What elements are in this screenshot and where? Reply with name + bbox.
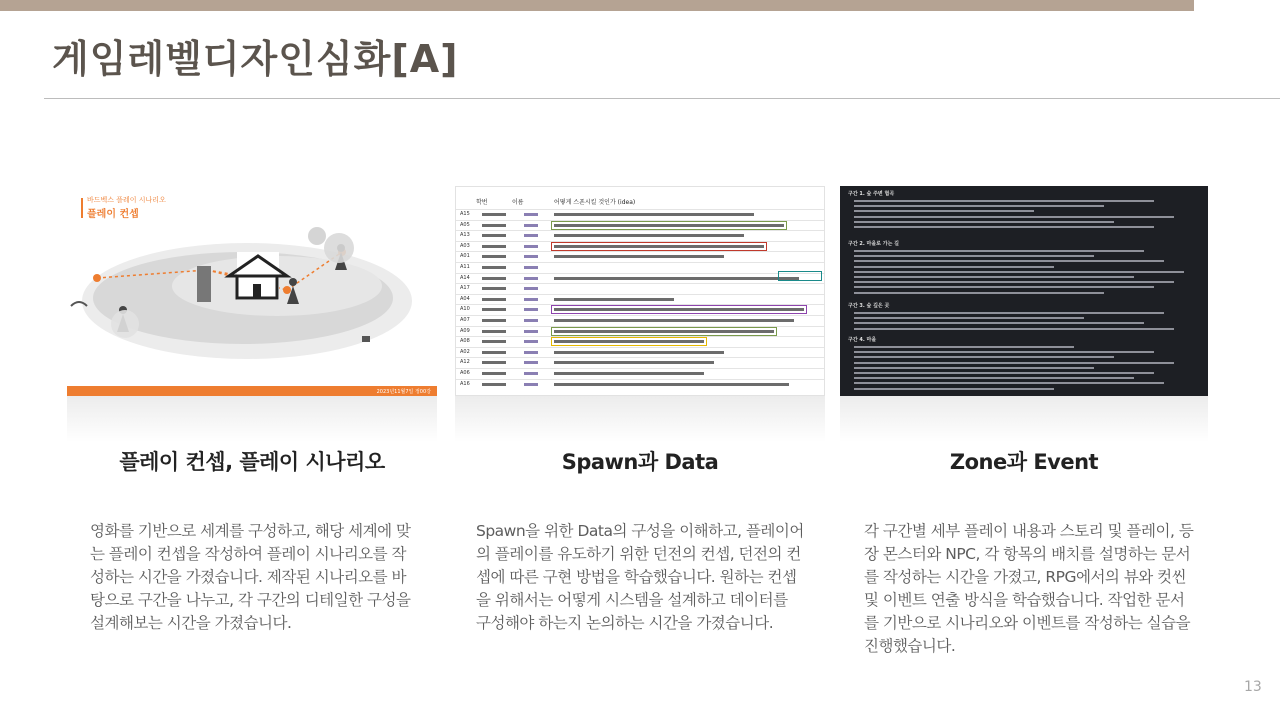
spawn-row-id: A02 <box>460 348 470 355</box>
title-divider <box>44 98 1280 99</box>
spawn-row-student-number <box>482 372 506 375</box>
spawn-data-thumbnail <box>455 186 825 396</box>
spawn-row-idea <box>554 234 744 237</box>
spawn-row-name <box>524 255 538 258</box>
spawn-row-idea <box>554 351 724 354</box>
spawn-row-id: A07 <box>460 317 470 323</box>
concept-footer-date: 2023년11월7일 정00강 <box>376 389 431 395</box>
spawn-row-id: A01 <box>460 253 470 260</box>
column-body-zone: 각 구간별 세부 플레이 내용과 스토리 및 플레이, 등장 몬스터와 NPC, 각 항목의 배치를 설명하는 문서를 작성하는 시간을 가졌고, RPG에서의 뷰와 컷씬 및 이벤트 연출 방식을 학습했습니다. 작업한 문서를 기반으로 시나리오와 이벤트를 작성하는 실습을 진행했습니다. <box>864 522 1194 655</box>
zone-text-line <box>854 317 1084 319</box>
spawn-row-name <box>524 298 538 301</box>
concept-slide-title: 플레이 컨셉 <box>87 209 139 220</box>
spawn-row-name <box>524 372 538 375</box>
spawn-row-idea <box>554 308 804 311</box>
spawn-row-student-number <box>482 224 506 227</box>
spawn-row-student-number <box>482 351 506 354</box>
zone-text-line <box>854 322 1144 324</box>
spawn-table-row <box>456 336 825 345</box>
spawn-row-idea <box>554 213 754 216</box>
column-heading-zone: Zone과 Event <box>949 450 1099 474</box>
zone-text-line <box>854 286 1154 288</box>
spawn-row-student-number <box>482 340 506 343</box>
spawn-row-name <box>524 213 538 216</box>
spawn-table-row <box>456 368 825 377</box>
zone-text-line <box>854 276 1134 278</box>
spawn-row-student-number <box>482 287 506 290</box>
concept-reflection <box>67 396 437 442</box>
spawn-row-idea <box>554 372 704 375</box>
spawn-row-id: A15 <box>460 211 470 217</box>
spawn-row-idea <box>554 319 794 322</box>
spawn-row-idea <box>554 245 764 248</box>
spawn-row-idea <box>554 298 674 301</box>
spawn-row-name <box>524 266 538 269</box>
zone-text-line <box>854 346 1074 348</box>
spawn-row-idea <box>554 255 724 258</box>
zone-text-line <box>854 367 1094 369</box>
spawn-header-id: 학번 <box>476 199 488 206</box>
zone-text-line <box>854 362 1174 364</box>
play-concept-thumbnail <box>67 186 437 396</box>
spawn-row-name <box>524 361 538 364</box>
column-heading-concept: 플레이 컨셉, 플레이 시나리오 <box>119 450 385 474</box>
zone-text-line <box>854 260 1164 262</box>
spawn-row-id: A06 <box>460 370 470 376</box>
spawn-row-id: A03 <box>460 242 470 249</box>
spawn-table-row <box>456 283 825 292</box>
spawn-row-id: A13 <box>460 232 470 239</box>
zone-text-line <box>854 328 1174 330</box>
spawn-row-idea <box>554 277 799 280</box>
spawn-header-name: 이름 <box>512 199 524 206</box>
spawn-row-name <box>524 340 538 343</box>
zone-reflection <box>840 396 1208 442</box>
spawn-row-student-number <box>482 266 506 269</box>
zone-section-heading: 구간 4. 마을 <box>848 337 877 343</box>
zone-text-line <box>854 266 1054 268</box>
page-title: 게임레벨디자인심화[A] <box>52 37 459 81</box>
zone-text-line <box>854 281 1174 283</box>
spawn-table-row <box>456 251 825 260</box>
zone-text-line <box>854 372 1154 374</box>
zone-text-line <box>854 382 1164 384</box>
zone-text-line <box>854 351 1154 353</box>
spawn-table-row <box>456 262 825 271</box>
spawn-row-student-number <box>482 361 506 364</box>
zone-text-line <box>854 210 1034 212</box>
spawn-row-name <box>524 287 538 290</box>
page-number: 13 <box>1244 679 1262 695</box>
spawn-row-id: A12 <box>460 359 470 366</box>
top-accent-bar <box>0 0 1194 11</box>
zone-text-line <box>854 205 1104 207</box>
spawn-table-row <box>456 326 825 335</box>
zone-text-line <box>854 250 1144 252</box>
spawn-row-idea <box>554 340 704 343</box>
spawn-row-name <box>524 308 538 311</box>
spawn-table-row <box>456 220 825 229</box>
spawn-row-name <box>524 383 538 386</box>
zone-text-line <box>854 221 1114 223</box>
spawn-row-name <box>524 224 538 227</box>
spawn-row-id: A14 <box>460 274 470 281</box>
zone-text-line <box>854 271 1184 273</box>
spawn-row-name <box>524 234 538 237</box>
spawn-row-id: A05 <box>460 221 470 228</box>
spawn-row-name <box>524 319 538 322</box>
spawn-row-idea <box>554 330 774 333</box>
zone-text-line <box>854 312 1164 314</box>
zone-text-line <box>854 216 1174 218</box>
spawn-row-name <box>524 277 538 280</box>
zone-text-line <box>854 200 1154 202</box>
spawn-table-row <box>456 357 825 366</box>
spawn-table-row <box>456 209 825 218</box>
column-body-concept: 영화를 기반으로 세계를 구성하고, 해당 세계에 맞는 플레이 컨셉을 작성하여 플레이 시나리오를 작성하는 시간을 가졌습니다. 제작된 시나리오를 바탕으로 구간을 나누고, 각 구간의 디테일한 구성을 설계해보는 시간을 가졌습니다. <box>90 522 411 632</box>
spawn-row-id: A08 <box>460 338 470 345</box>
zone-text-line <box>854 255 1094 257</box>
spawn-row-student-number <box>482 234 506 237</box>
spawn-row-student-number <box>482 213 506 216</box>
concept-map-illustration <box>67 186 437 386</box>
spawn-table-row <box>456 347 825 356</box>
spawn-header-idea: 어떻게 스폰시킬 것인가 (idea) <box>554 199 636 206</box>
spawn-row-student-number <box>482 383 506 386</box>
spawn-row-idea <box>554 361 714 364</box>
zone-text-line <box>854 388 1054 390</box>
spawn-row-id: A04 <box>460 295 470 302</box>
concept-footer-bar <box>67 386 437 396</box>
spawn-row-id: A16 <box>460 380 470 387</box>
column-heading-spawn: Spawn과 Data <box>561 450 719 474</box>
concept-slide-subtitle: 바드벡스 플레이 시나리오 <box>87 196 166 204</box>
zone-section-heading: 구간 3. 숲 깊은 곳 <box>848 303 890 309</box>
spawn-row-id: A17 <box>460 285 470 292</box>
spawn-row-student-number <box>482 330 506 333</box>
spawn-highlight-box <box>778 271 822 281</box>
zone-text-line <box>854 226 1154 228</box>
spawn-table-row <box>456 241 825 250</box>
spawn-row-student-number <box>482 319 506 322</box>
spawn-row-student-number <box>482 298 506 301</box>
spawn-row-student-number <box>482 308 506 311</box>
spawn-table-row <box>456 315 825 324</box>
spawn-table-row <box>456 230 825 239</box>
zone-event-thumbnail <box>840 186 1208 396</box>
spawn-reflection <box>455 396 825 442</box>
spawn-table-row <box>456 379 825 388</box>
spawn-row-idea <box>554 224 784 227</box>
zone-section-heading: 구간 1. 숲 주변 협곡 <box>848 191 895 197</box>
spawn-row-student-number <box>482 245 506 248</box>
zone-text-line <box>854 292 1104 294</box>
spawn-table-row <box>456 273 825 282</box>
spawn-row-id: A09 <box>460 327 470 334</box>
zone-text-line <box>854 377 1134 379</box>
spawn-row-student-number <box>482 255 506 258</box>
spawn-row-id: A10 <box>460 306 470 313</box>
zone-section-heading: 구간 2. 마을로 가는 길 <box>848 241 899 247</box>
spawn-row-idea <box>554 383 789 386</box>
spawn-table-row <box>456 294 825 303</box>
spawn-table-row <box>456 304 825 313</box>
spawn-row-id: A11 <box>460 264 470 270</box>
spawn-row-name <box>524 330 538 333</box>
column-body-spawn: Spawn을 위한 Data의 구성을 이해하고, 플레이어의 플레이를 유도하기 위한 던전의 컨셉, 던전의 컨셉에 따른 구현 방법을 학습했습니다. 원하는 컨셉을 위해서는 어떻게 시스템을 설계하고 데이터를 구성해야 하는지 논의하는 시간을 가졌습니다. <box>476 522 804 632</box>
zone-text-line <box>854 356 1114 358</box>
spawn-row-name <box>524 351 538 354</box>
spawn-row-name <box>524 245 538 248</box>
spawn-row-student-number <box>482 277 506 280</box>
